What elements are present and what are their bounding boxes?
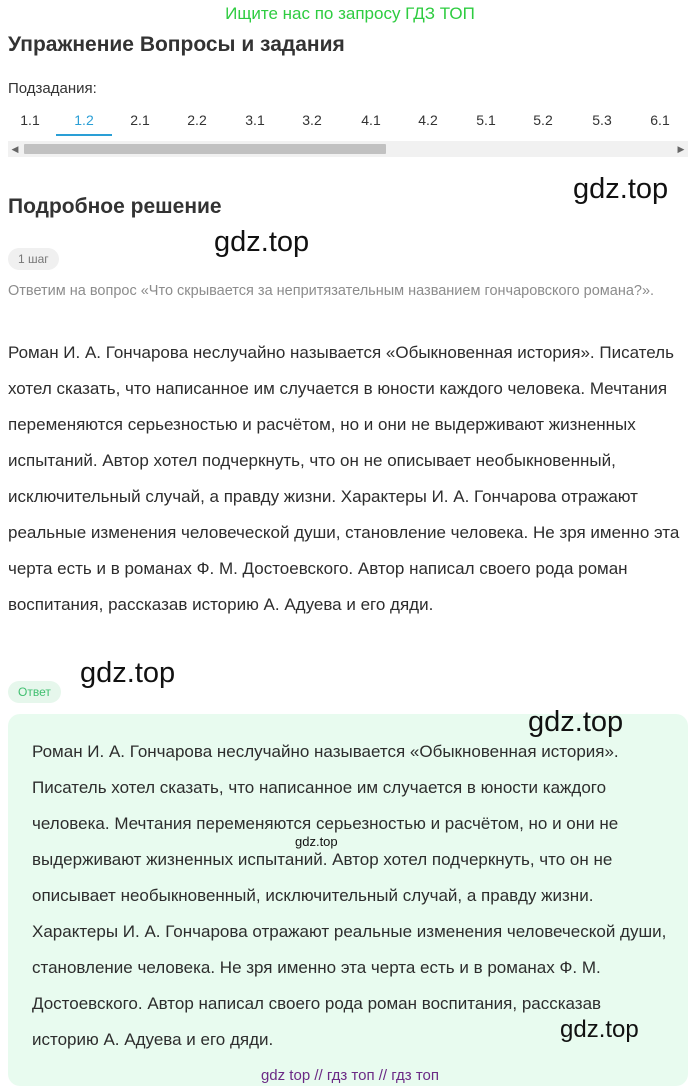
question-text: Ответим на вопрос «Что скрывается за непритязательным названием гончаровского романа?».	[8, 283, 655, 299]
page-title: Упражнение Вопросы и задания	[8, 33, 345, 56]
scroll-left-icon[interactable]: ◀	[11, 144, 19, 154]
tab-2-1[interactable]: 2.1	[130, 112, 150, 128]
tab-4-2[interactable]: 4.2	[418, 112, 438, 128]
promo-banner[interactable]: Ищите нас по запросу ГДЗ ТОП	[225, 4, 475, 23]
tab-5-1[interactable]: 5.1	[476, 112, 496, 128]
tab-3-2[interactable]: 3.2	[302, 112, 322, 128]
answer-badge: Ответ	[8, 681, 61, 703]
watermark: gdz.top	[80, 657, 176, 689]
tabs-scrollbar[interactable]	[8, 141, 688, 157]
scrollbar-thumb[interactable]	[24, 144, 386, 154]
tab-3-1[interactable]: 3.1	[245, 112, 265, 128]
subtasks-label: Подзадания:	[8, 80, 97, 97]
watermark: gdz.top	[214, 226, 310, 258]
tab-1-1[interactable]: 1.1	[20, 112, 40, 128]
solution-title: Подробное решение	[8, 195, 222, 218]
tab-4-1[interactable]: 4.1	[361, 112, 381, 128]
subtask-tabs	[0, 108, 700, 138]
tab-6-1[interactable]: 6.1	[650, 112, 670, 128]
scroll-right-icon[interactable]: ▶	[677, 144, 685, 154]
tab-2-2[interactable]: 2.2	[187, 112, 207, 128]
watermark: gdz.top	[573, 173, 669, 205]
tab-5-2[interactable]: 5.2	[533, 112, 553, 128]
step-badge: 1 шаг	[8, 248, 59, 270]
tab-5-3[interactable]: 5.3	[592, 112, 612, 128]
tab-1-2[interactable]: 1.2	[56, 108, 112, 136]
answer-text: Роман И. А. Гончарова неслучайно называется «Обыкновенная история». Писатель хотел сказать, что написанное им случается в юности каждого человека. Мечтания переменяются серьезностью и расчётом, но и они не выдерживают жизненных испытаний. Автор хотел подчеркнуть, что он не описывает необыкновенный, исключительный случай, а правду жизни. Характеры И. А. Гончарова отражают реальные изменения человеческой души, становление человека. Не зря именно эта черта есть и в романах Ф. М. Достоевского. Автор написал своего рода роман воспитания, рассказав историю А. Адуева и его дяди.	[32, 742, 667, 1049]
solution-text: Роман И. А. Гончарова неслучайно называется «Обыкновенная история». Писатель хотел сказать, что написанное им случается в юности каждого человека. Мечтания переменяются серьезностью и расчётом, но и они не выдерживают жизненных испытаний. Автор хотел подчеркнуть, что он не описывает необыкновенный, исключительный случай, а правду жизни. Характеры И. А. Гончарова отражают реальные изменения человеческой души, становление человека. Не зря именно эта черта есть и в романах Ф. М. Достоевского. Автор написал своего рода роман воспитания, рассказав историю А. Адуева и его дяди.	[8, 343, 680, 614]
watermark: gdz.top	[295, 834, 338, 849]
footer: gdz top // гдз топ // гдз топ	[260, 1067, 440, 1084]
watermark: gdz.top	[560, 1016, 639, 1043]
watermark: gdz.top	[528, 706, 624, 738]
